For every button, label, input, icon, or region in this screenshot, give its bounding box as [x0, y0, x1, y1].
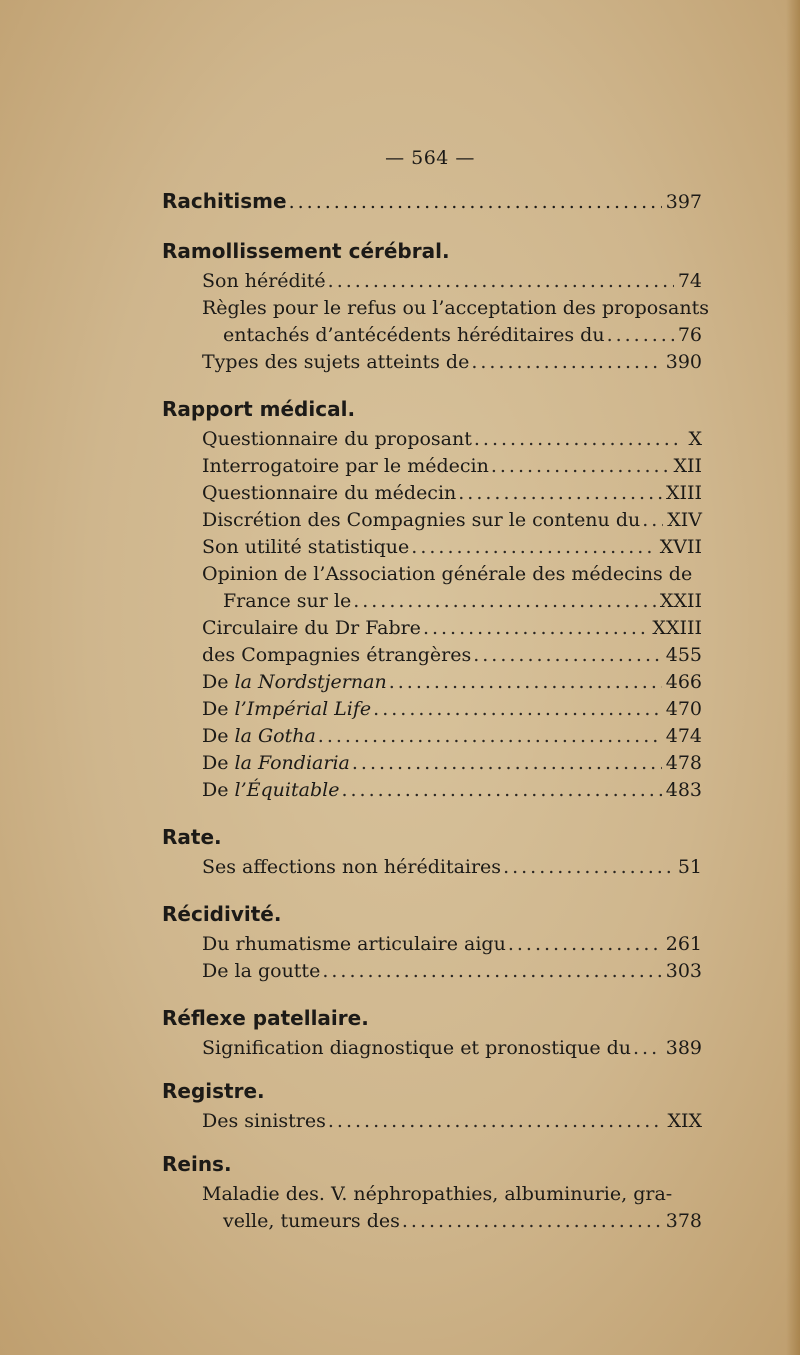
index-row	[162, 349, 702, 376]
row-label: Signification diagnostique et pronostique du	[202, 1037, 632, 1059]
index-row	[162, 669, 702, 696]
leader-dots	[411, 534, 655, 561]
page-ref: 76	[677, 324, 702, 346]
row-label-italic: l’Impérial Life	[234, 698, 372, 720]
index-row	[162, 268, 702, 295]
row-label	[202, 669, 387, 696]
row-label: De la goutte	[202, 960, 321, 982]
entry-heading: Rapport médical.	[162, 397, 356, 421]
row-label: Ses affections non héréditaires	[202, 856, 502, 878]
index-row	[162, 534, 702, 561]
row-label	[202, 723, 316, 750]
index-row	[162, 931, 702, 958]
page-ref: 390	[665, 351, 702, 373]
row-label-italic: l’Équitable	[234, 779, 340, 801]
index-row	[162, 854, 702, 881]
row-label: Son utilité statistique	[202, 536, 410, 558]
page-edge-shadow	[786, 0, 800, 1355]
index-row	[162, 588, 702, 615]
page-ref: 470	[665, 698, 702, 720]
leader-dots	[289, 185, 662, 219]
row-label-prefix: De	[202, 779, 235, 801]
index-row	[162, 615, 702, 642]
row-label: Questionnaire du médecin	[202, 482, 457, 504]
leader-dots	[607, 322, 674, 349]
leader-dots	[503, 854, 674, 881]
row-label-line1: Maladie des. V. néphropathies, albuminurie, gra-	[202, 1183, 673, 1205]
entry-rate	[162, 820, 702, 881]
leader-dots	[633, 1035, 662, 1062]
leader-dots	[458, 480, 662, 507]
page-ref: 478	[665, 752, 702, 774]
page-ref: 397	[665, 191, 702, 213]
entry-reflexe-patellaire	[162, 1001, 702, 1062]
row-label-prefix: De	[202, 725, 235, 747]
row-label-prefix: De	[202, 698, 235, 720]
index-row	[162, 958, 702, 985]
row-label-prefix: De	[202, 671, 235, 693]
entry-rapport-medical	[162, 392, 702, 804]
page-ref: 389	[665, 1037, 702, 1059]
entry-heading: Ramollissement cérébral.	[162, 239, 450, 263]
index-row	[162, 453, 702, 480]
index-row	[162, 1208, 702, 1235]
row-label-line1: Opinion de l’Association générale des médecins de	[202, 563, 693, 585]
row-label: Questionnaire du proposant	[202, 428, 472, 450]
page-ref: 483	[665, 779, 702, 801]
row-label: Circulaire du Dr Fabre	[202, 617, 421, 639]
index-row	[162, 1108, 702, 1135]
page-ref: XII	[673, 455, 702, 477]
page-ref: 74	[677, 270, 702, 292]
leader-dots	[471, 349, 661, 376]
leader-dots	[353, 588, 656, 615]
leader-dots	[328, 268, 674, 295]
row-label-italic: la Fondiaria	[234, 752, 350, 774]
row-label: Du rhumatisme articulaire aigu	[202, 933, 506, 955]
page-ref: XXII	[659, 590, 702, 612]
page-ref: 51	[677, 856, 702, 878]
row-label-italic: la Nordstjernan	[234, 671, 387, 693]
row-label	[202, 750, 350, 777]
page-number: — 564 —	[385, 147, 475, 169]
leader-dots	[642, 507, 663, 534]
row-label: des Compagnies étrangères	[202, 644, 472, 666]
index-row	[162, 480, 702, 507]
entry-registre	[162, 1074, 702, 1135]
page-ref: 455	[665, 644, 702, 666]
page-ref: XIX	[667, 1110, 702, 1132]
row-label-line2: France sur le	[223, 590, 352, 612]
row-label: Son hérédité	[202, 270, 326, 292]
row-label	[202, 777, 339, 804]
leader-dots	[474, 426, 678, 453]
index-row	[162, 642, 702, 669]
entry-heading: Récidivité.	[162, 902, 282, 926]
row-label-line2: entachés d’antécédents héréditaires du	[223, 324, 605, 346]
page-ref: XIV	[667, 509, 702, 531]
row-label-line1: Règles pour le refus ou l’acceptation des proposants	[202, 297, 709, 319]
page-ref: 466	[665, 671, 702, 693]
row-label	[202, 696, 371, 723]
leader-dots	[423, 615, 648, 642]
row-label: Interrogatoire par le médecin	[202, 455, 489, 477]
row-label-italic: la Gotha	[234, 725, 316, 747]
entry-heading: Reins.	[162, 1152, 232, 1176]
leader-dots	[352, 750, 662, 777]
leader-dots	[402, 1208, 662, 1235]
leader-dots	[389, 669, 662, 696]
index-row	[162, 723, 702, 750]
leader-dots	[322, 958, 661, 985]
page-ref: 474	[665, 725, 702, 747]
entry-ramollissement	[162, 234, 709, 376]
index-list	[162, 184, 709, 1235]
page-ref: 378	[665, 1210, 702, 1232]
page-ref: X	[688, 428, 702, 450]
entry-heading: Réflexe patellaire.	[162, 1006, 369, 1030]
index-row	[162, 507, 702, 534]
row-label: Types des sujets atteints de	[202, 351, 470, 373]
leader-dots	[491, 453, 670, 480]
leader-dots	[328, 1108, 664, 1135]
page-ref: XXIII	[652, 617, 702, 639]
row-label-prefix: De	[202, 752, 235, 774]
index-row	[162, 322, 702, 349]
page-ref: 261	[665, 933, 702, 955]
leader-dots	[341, 777, 661, 804]
row-label: Discrétion des Compagnies sur le contenu du	[202, 509, 641, 531]
row-label: Des sinistres	[202, 1110, 326, 1132]
entry-heading	[162, 184, 702, 218]
entry-recidivite	[162, 897, 702, 985]
leader-dots	[473, 642, 662, 669]
index-row	[162, 777, 702, 804]
index-row	[162, 1035, 702, 1062]
page-ref: XIII	[665, 482, 702, 504]
entry-heading: Rate.	[162, 825, 222, 849]
entry-rachitisme	[162, 184, 702, 218]
row-label-line2: velle, tumeurs des	[223, 1210, 400, 1232]
entry-reins	[162, 1147, 702, 1235]
page-ref: 303	[665, 960, 702, 982]
leader-dots	[508, 931, 662, 958]
index-row	[162, 426, 702, 453]
index-row	[162, 750, 702, 777]
heading-label: Rachitisme	[162, 189, 287, 213]
page-ref: XVII	[659, 536, 702, 558]
leader-dots	[318, 723, 662, 750]
leader-dots	[373, 696, 662, 723]
index-row	[162, 696, 702, 723]
entry-heading: Registre.	[162, 1079, 265, 1103]
